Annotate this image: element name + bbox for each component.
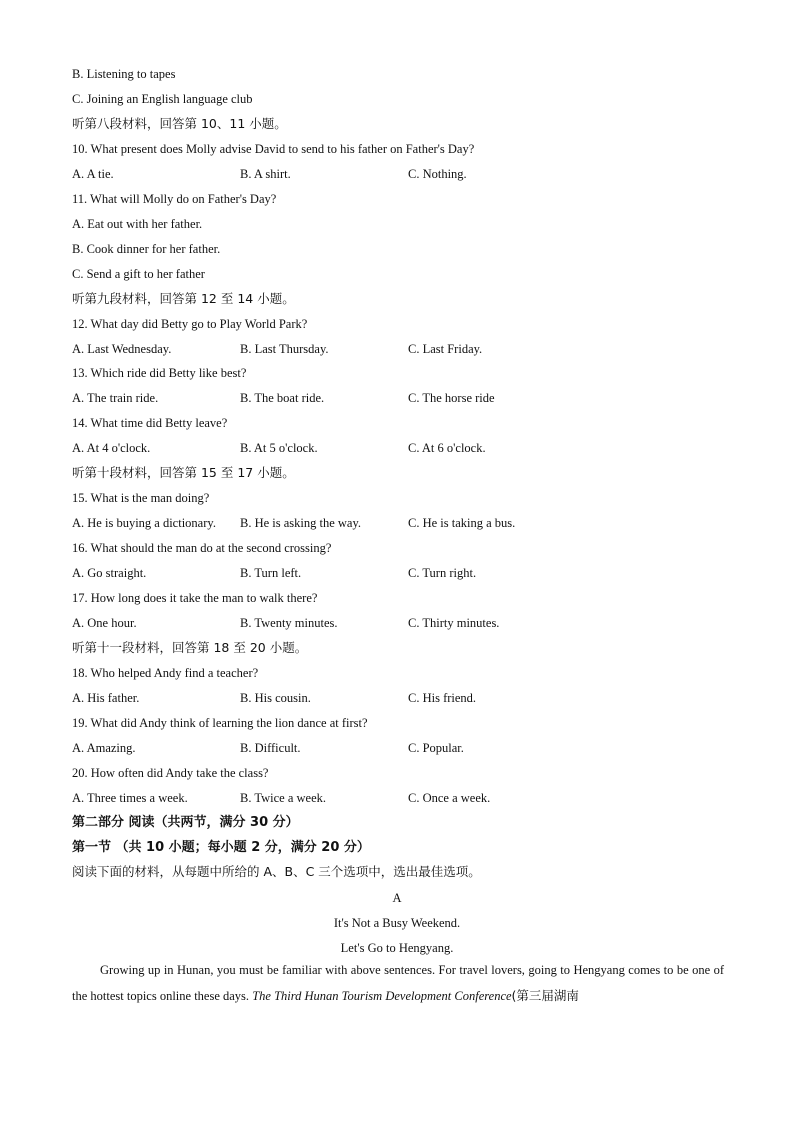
- option-c: C. At 6 o'clock.: [408, 441, 486, 455]
- option-line: C. Joining an English language club: [72, 92, 253, 106]
- reading-instruction: 阅读下面的材料，从每题中所给的 A、B、C 三个选项中，选出最佳选项。: [72, 864, 481, 879]
- option-c: C. Popular.: [408, 741, 464, 755]
- option-b: B. The boat ride.: [240, 391, 325, 405]
- option-a: A. His father.: [72, 691, 140, 705]
- option-a: A. The train ride.: [72, 391, 159, 405]
- options-row: [72, 341, 732, 357]
- options-row: [72, 690, 732, 706]
- section-instruction: 听第九段材料，回答第 12 至 14 小题。: [72, 291, 295, 306]
- question-17: 17. How long does it take the man to walk there?: [72, 591, 318, 605]
- option-c: C. The horse ride: [408, 391, 495, 405]
- options-row: [72, 615, 732, 631]
- options-row: [72, 166, 732, 182]
- option-c: C. His friend.: [408, 691, 477, 705]
- option-a: A. One hour.: [72, 616, 137, 630]
- option-b: B. A shirt.: [240, 167, 291, 181]
- options-row: [72, 565, 732, 581]
- question-18: 18. Who helped Andy find a teacher?: [72, 666, 259, 680]
- question-12: 12. What day did Betty go to Play World Park?: [72, 317, 308, 331]
- option-b: B. Twenty minutes.: [240, 616, 338, 630]
- option-a: A. A tie.: [72, 167, 114, 181]
- option-b: B. Difficult.: [240, 741, 301, 755]
- option-c: C. Nothing.: [408, 167, 467, 181]
- passage-paragraph: [72, 958, 724, 1009]
- option-a: A. He is buying a dictionary.: [72, 516, 216, 530]
- passage-title-line-2: Let's Go to Hengyang.: [340, 941, 454, 955]
- options-row: [72, 440, 732, 456]
- option-line: C. Send a gift to her father: [72, 267, 205, 281]
- section-instruction: 听第八段材料，回答第 10、11 小题。: [72, 116, 287, 131]
- question-15: 15. What is the man doing?: [72, 491, 210, 505]
- option-a: A. Go straight.: [72, 566, 147, 580]
- paragraph-text-cont: (第三届湖南: [511, 988, 579, 1003]
- question-19: 19. What did Andy think of learning the lion dance at first?: [72, 716, 368, 730]
- option-c: C. Thirty minutes.: [408, 616, 500, 630]
- conference-name: The Third Hunan Tourism Development Conference: [252, 989, 512, 1003]
- option-b: B. He is asking the way.: [240, 516, 362, 530]
- section-heading: 第一节 （共 10 小题；每小题 2 分，满分 20 分）: [72, 840, 370, 855]
- option-c: C. He is taking a bus.: [408, 516, 516, 530]
- option-a: A. At 4 o'clock.: [72, 441, 151, 455]
- passage-label: A: [392, 891, 402, 905]
- option-c: C. Last Friday.: [408, 342, 483, 356]
- options-row: [72, 515, 732, 531]
- option-line: B. Cook dinner for her father.: [72, 242, 221, 256]
- option-c: C. Turn right.: [408, 566, 477, 580]
- section-instruction: 听第十段材料，回答第 15 至 17 小题。: [72, 465, 295, 480]
- option-b: B. His cousin.: [240, 691, 311, 705]
- passage-title-line-1: It's Not a Busy Weekend.: [333, 916, 461, 930]
- option-line: B. Listening to tapes: [72, 67, 176, 81]
- question-14: 14. What time did Betty leave?: [72, 416, 228, 430]
- section-instruction: 听第十一段材料，回答第 18 至 20 小题。: [72, 640, 308, 655]
- question-13: 13. Which ride did Betty like best?: [72, 366, 247, 380]
- option-b: B. At 5 o'clock.: [240, 441, 318, 455]
- question-20: 20. How often did Andy take the class?: [72, 766, 269, 780]
- options-row: [72, 790, 732, 806]
- options-row: [72, 390, 732, 406]
- question-11: 11. What will Molly do on Father's Day?: [72, 192, 277, 206]
- part-heading: 第二部分 阅读（共两节，满分 30 分）: [72, 815, 299, 830]
- option-a: A. Amazing.: [72, 741, 136, 755]
- option-b: B. Last Thursday.: [240, 342, 329, 356]
- option-c: C. Once a week.: [408, 791, 491, 805]
- option-line: A. Eat out with her father.: [72, 217, 203, 231]
- question-16: 16. What should the man do at the second crossing?: [72, 541, 332, 555]
- option-b: B. Twice a week.: [240, 791, 327, 805]
- question-10: 10. What present does Molly advise David to send to his father on Father's Day?: [72, 142, 475, 156]
- paragraph-text: Growing up in Hunan, you must be familiar with above sentences. For travel lovers, going to Hengyang comes to be one of the hottest topics online these days.: [72, 963, 724, 1003]
- option-a: A. Last Wednesday.: [72, 342, 172, 356]
- options-row: [72, 740, 732, 756]
- option-a: A. Three times a week.: [72, 791, 188, 805]
- option-b: B. Turn left.: [240, 566, 302, 580]
